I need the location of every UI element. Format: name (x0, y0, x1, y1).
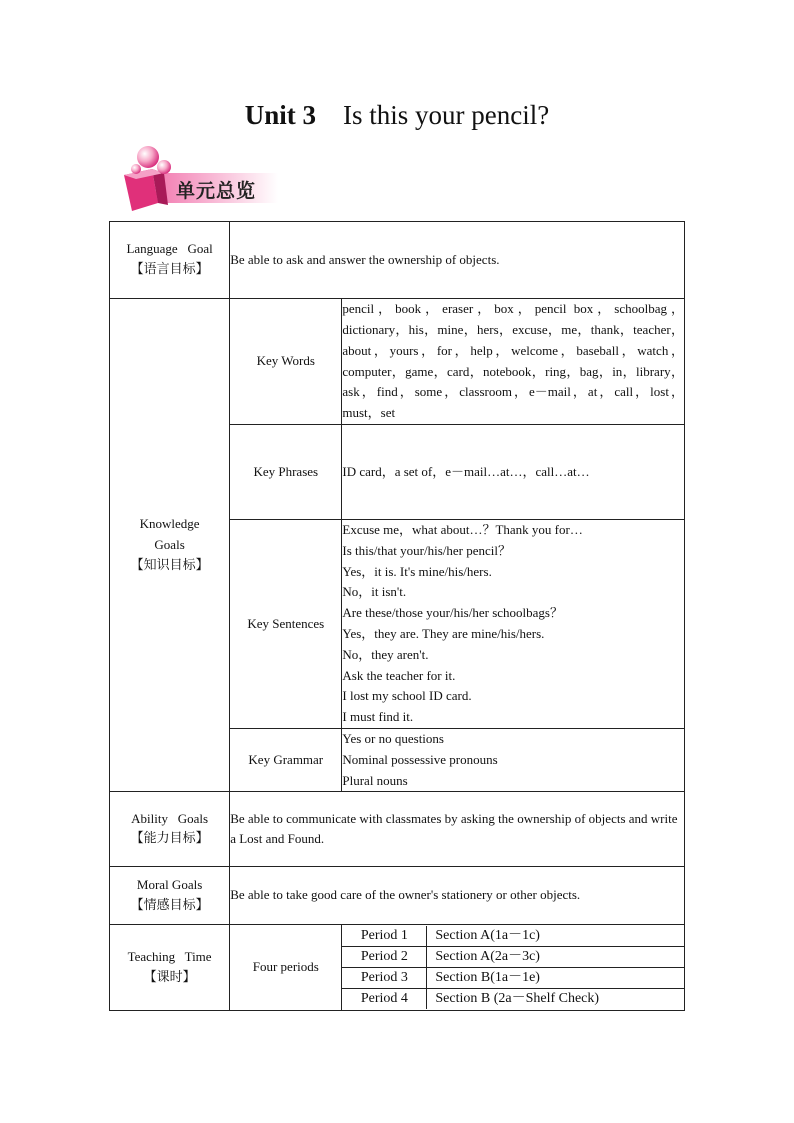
period-section: Section A(2a－3c) (427, 947, 684, 968)
row-key-words (110, 299, 685, 425)
key-sentences-label: Key Sentences (230, 520, 342, 729)
sentence-line: No，they aren't. (342, 646, 429, 662)
unit-number: Unit 3 (244, 100, 317, 130)
page-title (0, 100, 794, 131)
key-phrases-text: ID card，a set of，e－mail…at…，call…at… (342, 425, 685, 520)
row-moral-goals (110, 867, 685, 925)
periods-cell (342, 925, 685, 1011)
period-label: Period 4 (342, 989, 427, 1010)
language-goal-label: Language Goal 【语言目标】 (110, 222, 230, 299)
sentence-line: Yes，it is. It's mine/his/hers. (342, 563, 492, 579)
sentence-line: No，it isn't. (342, 584, 407, 600)
period-row (342, 926, 684, 947)
key-grammar-label: Key Grammar (230, 729, 342, 792)
grammar-line: Yes or no questions (342, 731, 444, 746)
sentence-line: Yes，they are. They are mine/his/hers. (342, 626, 545, 641)
period-label: Period 1 (342, 926, 427, 947)
sentence-line: I lost my school ID card. (342, 688, 472, 704)
row-teaching-time (110, 925, 685, 1011)
period-section: Section A(1a－1c) (427, 926, 684, 947)
period-section: Section B (2a－Shelf Check) (435, 991, 600, 1007)
key-words-label: Key Words (230, 299, 342, 425)
row-language-goal (110, 222, 685, 299)
key-grammar-list (342, 729, 685, 792)
grammar-line: Nominal possessive pronouns (342, 751, 498, 767)
periods-table (342, 926, 684, 1009)
key-phrases-label: Key Phrases (230, 425, 342, 520)
section-banner-label: 单元总览 (176, 180, 257, 202)
ability-goals-label: Ability Goals 【能力目标】 (110, 792, 230, 867)
sentence-line: Are these/those your/his/her schoolbags？ (342, 605, 563, 621)
grammar-line: Plural nouns (342, 772, 408, 788)
period-label: Period 2 (342, 947, 427, 968)
ability-goals-text: Be able to communicate with classmates by asking the ownership of objects and write a Lost and Found. (230, 792, 685, 867)
period-row (342, 968, 684, 989)
moral-goals-label: Moral Goals 【情感目标】 (110, 867, 230, 925)
period-row (342, 989, 684, 1010)
sentence-line: Ask the teacher for it. (342, 667, 456, 683)
row-ability-goals (110, 792, 685, 867)
moral-goals-text: Be able to take good care of the owner's stationery or other objects. (230, 867, 685, 925)
knowledge-goals-label: Knowledge Goals 【知识目标】 (110, 299, 230, 792)
unit-question: Is this your pencil? (343, 100, 550, 130)
sentence-line: Is this/that your/his/her pencil？ (342, 542, 511, 558)
teaching-duration: Four periods (230, 925, 342, 1011)
teaching-time-label: Teaching Time 【课时】 (110, 925, 230, 1011)
key-sentences-list (342, 520, 685, 729)
key-words-text: pencil，book，eraser，box，pencil box，schoolbag，dictionary，his，mine，hers，excuse，me，thank，teacher，about，yours，for，help，welcome，baseball，watch，computer，game，card，notebook，ring，bag，in，library，ask，find，some，classroom，e－mail，at，call，lost，must，set (342, 299, 685, 425)
period-section: Section B(1a－1e) (427, 968, 684, 989)
unit-overview-table (109, 221, 685, 1011)
language-goal-text: Be able to ask and answer the ownership of objects. (230, 222, 685, 299)
sentence-line: Excuse me，what about…？Thank you for… (342, 522, 583, 538)
sentence-line: I must find it. (342, 709, 414, 725)
period-label: Period 3 (342, 968, 427, 989)
period-row (342, 947, 684, 968)
